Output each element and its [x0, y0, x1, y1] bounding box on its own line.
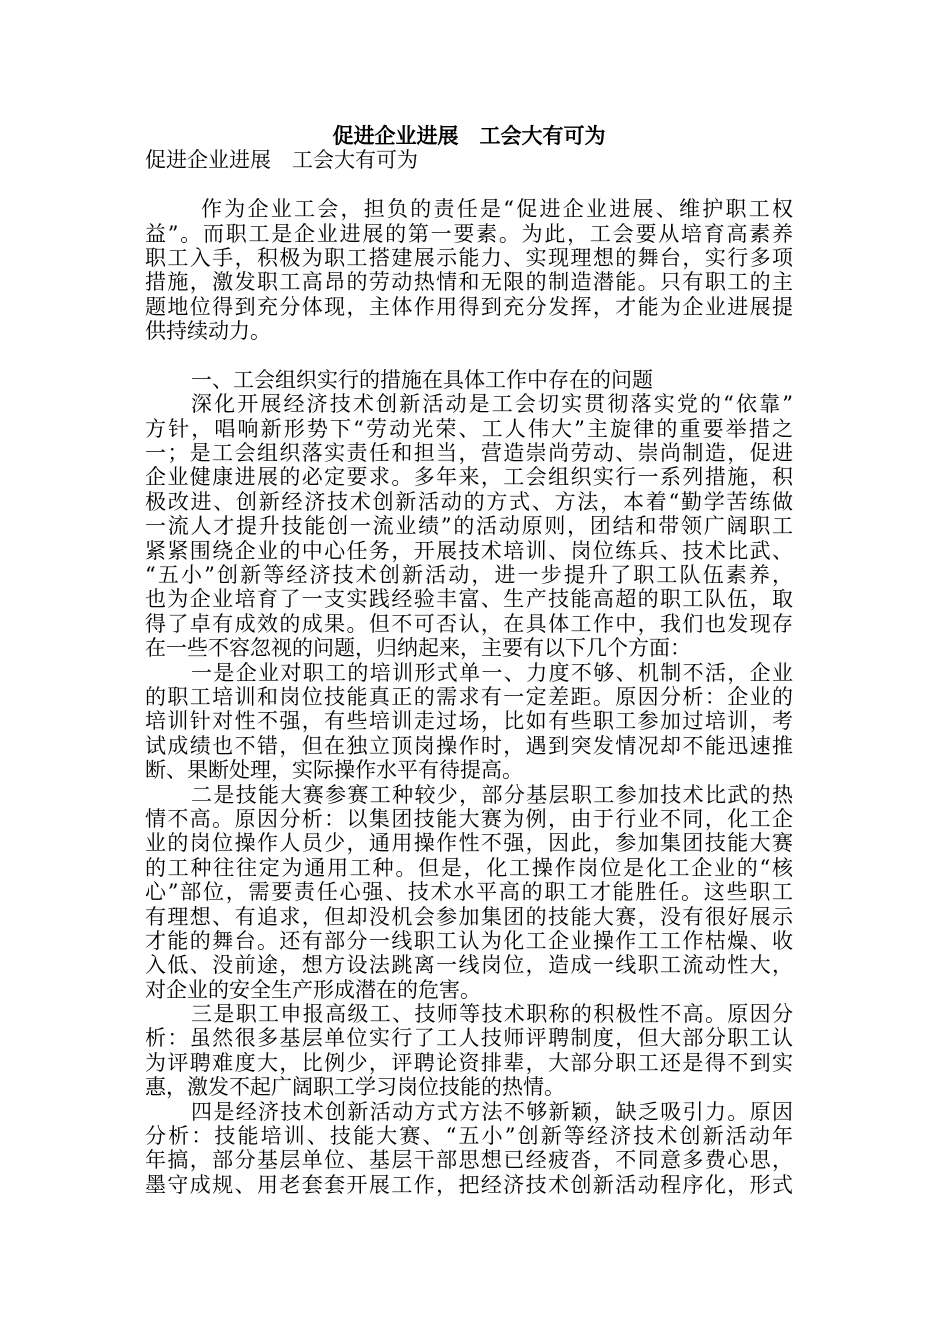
text-line: 题地位得到充分体现，主体作用得到充分发挥，才能为企业进展提 [145, 294, 793, 319]
text-line: 试成绩也不错，但在独立顶岗操作时，遇到突发情况却不能迅速推 [145, 733, 793, 758]
text-line: 一；是工会组织落实责任和担当，营造崇尚劳动、崇尚制造，促进 [145, 441, 793, 466]
text-line: 惠，激发不起广阔职工学习岗位技能的热情。 [145, 1075, 565, 1100]
text-line: 一流人才提升技能创一流业绩”的活动原则，团结和带领广阔职工 [145, 514, 793, 539]
text-line: 有理想、有追求，但却没机会参加集团的技能大赛，没有很好展示 [145, 904, 793, 929]
text-line: 的工种往往定为通用工种。但是，化工操作岗位是化工企业的“核 [145, 855, 793, 880]
document-body [145, 173, 793, 1197]
text-line: 深化开展经济技术创新活动是工会切实贯彻落实党的“依靠” [191, 392, 793, 417]
text-line: 三是职工申报高级工、技师等技术职称的积极性不高。原因分 [191, 1002, 793, 1027]
text-line: 四是经济技术创新活动方式方法不够新颖，缺乏吸引力。原因 [191, 1099, 793, 1124]
document-page [145, 124, 793, 1197]
paragraph [145, 1100, 793, 1198]
text-line: 益”。而职工是企业进展的第一要素。为此，工会要从培育高素养 [145, 221, 793, 246]
text-line: 方针，唱响新形势下“劳动光荣、工人伟大”主旋律的重要举措之 [145, 416, 793, 441]
document-subtitle: 促进企业进展 工会大有可为 [145, 148, 418, 173]
text-line: 情不高。原因分析：以集团技能大赛为例，由于行业不同，化工企 [145, 806, 793, 831]
text-line: 企业健康进展的必定要求。多年来，工会组织实行一系列措施，积 [145, 465, 793, 490]
text-line: “五小”创新等经济技术创新活动，进一步提升了职工队伍素养， [145, 563, 793, 588]
paragraph [145, 783, 793, 1003]
text-line: 断、果断处理，实际操作水平有待提高。 [145, 758, 523, 783]
text-line: 析：虽然很多基层单位实行了工人技师评聘制度，但大部分职工认 [145, 1026, 793, 1051]
text-line: 的职工培训和岗位技能真正的需求有一定差距。原因分析：企业的 [145, 684, 793, 709]
text-line: 紧紧围绕企业的中心任务，开展技术培训、岗位练兵、技术比武、 [145, 538, 793, 563]
paragraph [145, 1002, 793, 1100]
text-line: 培训针对性不强，有些培训走过场，比如有些职工参加过培训，考 [145, 709, 793, 734]
document-title: 促进企业进展 工会大有可为 [332, 123, 606, 148]
text-line: 作为企业工会，担负的责任是“促进企业进展、维护职工权 [201, 197, 793, 222]
text-line: 一、工会组织实行的措施在具体工作中存在的问题 [191, 367, 653, 392]
text-line: 在一些不容忽视的问题，归纳起来，主要有以下几个方面： [145, 636, 691, 661]
paragraph [145, 661, 793, 783]
text-line: 二是技能大赛参赛工种较少，部分基层职工参加技术比武的热 [191, 782, 793, 807]
text-line: 职工入手，积极为职工搭建展示能力、实现理想的舞台，实行多项 [145, 245, 793, 270]
text-line: 年搞，部分基层单位、基层干部思想已经疲沓，不同意多费心思， [145, 1148, 793, 1173]
text-line: 入低、没前途，想方设法跳离一线岗位，造成一线职工流动性大， [145, 953, 793, 978]
section-heading [145, 368, 793, 392]
paragraph [145, 392, 793, 660]
text-line: 墨守成规、用老套套开展工作，把经济技术创新活动程序化，形式 [145, 1172, 793, 1197]
text-line: 为评聘难度大，比例少，评聘论资排辈，大部分职工还是得不到实 [145, 1050, 793, 1075]
text-line: 才能的舞台。还有部分一线职工认为化工企业操作工工作枯燥、收 [145, 928, 793, 953]
paragraph [145, 197, 793, 343]
blank-line [145, 344, 793, 368]
text-line: 心”部位，需要责任心强、技术水平高的职工才能胜任。这些职工 [145, 880, 793, 905]
text-line: 分析：技能培训、技能大赛、“五小”创新等经济技术创新活动年 [145, 1124, 793, 1149]
text-line: 业的岗位操作人员少，通用操作性不强，因此，参加集团技能大赛 [145, 831, 793, 856]
text-line: 也为企业培育了一支实践经验丰富、生产技能高超的职工队伍，取 [145, 587, 793, 612]
text-line: 一是企业对职工的培训形式单一、力度不够、机制不活，企业 [191, 660, 793, 685]
text-line: 得了卓有成效的成果。但不可否认，在具体工作中，我们也发现存 [145, 611, 793, 636]
text-line: 供持续动力。 [145, 319, 271, 344]
text-line: 极改进、创新经济技术创新活动的方式、方法，本着“勤学苦练做 [145, 489, 793, 514]
text-line: 对企业的安全生产形成潜在的危害。 [145, 977, 481, 1002]
blank-line [145, 173, 793, 197]
text-line: 措施，激发职工高昂的劳动热情和无限的制造潜能。只有职工的主 [145, 270, 793, 295]
